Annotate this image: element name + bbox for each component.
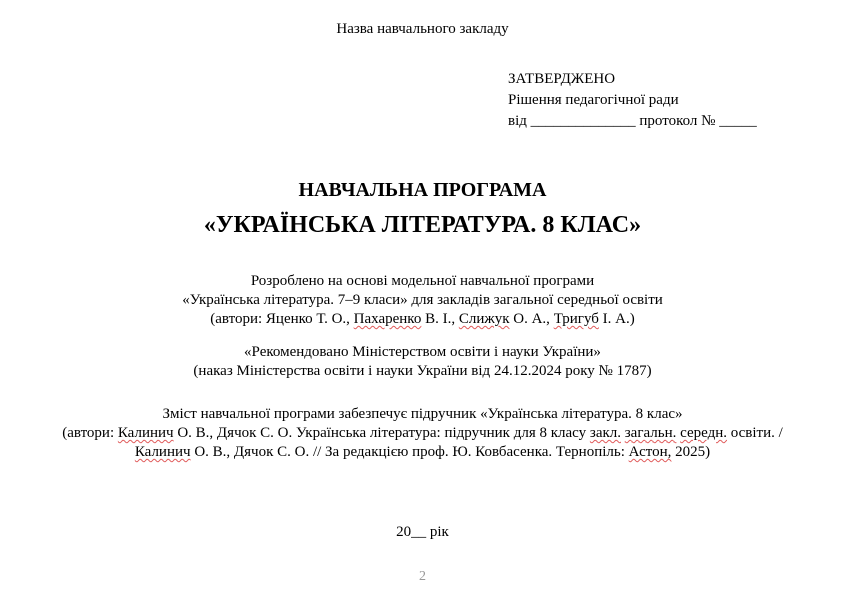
textbook-authors-line <box>0 424 845 443</box>
approval-body: Рішення педагогічної ради <box>508 92 679 108</box>
misspelled-word: Слижук <box>458 311 510 327</box>
text-segment: (автори: Яценко Т. О., <box>210 311 354 327</box>
textbook-line-1: Зміст навчальної програми забезпечує підручник «Українська література. 8 клас» <box>162 406 683 422</box>
text-segment: І. А.) <box>598 311 635 327</box>
program-subtitle: «УКРАЇНСЬКА ЛІТЕРАТУРА. 8 КЛАС» <box>203 212 642 238</box>
year-line: 20__ рік <box>396 524 449 540</box>
basis-line-2: «Українська література. 7–9 класи» для закладів загальної середньої освіти <box>182 292 663 308</box>
basis-line-1: Розроблено на основі модельної навчальної програми <box>250 273 595 289</box>
institution-name-placeholder: Назва навчального закладу <box>336 21 509 37</box>
textbook-editors-line <box>0 443 845 462</box>
misspelled-word: Астон, <box>628 444 672 460</box>
misspelled-word: середн. <box>680 425 728 441</box>
text-segment: О. В., Дячок С. О. Українська література: підручник для 8 класу <box>173 425 590 441</box>
text-segment: О. А., <box>509 311 554 327</box>
approval-block <box>508 69 845 132</box>
misspelled-word: Пахаренко <box>353 311 422 327</box>
text-segment: (автори: <box>62 425 118 441</box>
text-segment: 2025) <box>671 444 711 460</box>
misspelled-word: Калинич <box>134 444 191 460</box>
recommendation-paragraph <box>0 343 845 381</box>
misspelled-word: Калинич <box>117 425 174 441</box>
misspelled-word: закл. <box>589 425 621 441</box>
text-segment: В. І., <box>421 311 459 327</box>
basis-authors-line <box>0 310 845 329</box>
recommendation-line-2: (наказ Міністерства освіти і науки України від 24.12.2024 року № 1787) <box>193 363 652 379</box>
basis-paragraph <box>0 272 845 329</box>
text-segment: освіти. / <box>727 425 783 441</box>
misspelled-word: загальн. <box>624 425 677 441</box>
misspelled-word: Тригуб <box>553 311 599 327</box>
text-segment: О. В., Дячок С. О. // За редакцією проф. Ю. Ковбасенка. Тернопіль: <box>190 444 629 460</box>
page-number: 2 <box>419 569 426 584</box>
program-title: НАВЧАЛЬНА ПРОГРАМА <box>298 179 547 201</box>
recommendation-line-1: «Рекомендовано Міністерством освіти і науки України» <box>244 344 601 360</box>
approval-date-protocol-line: від ______________ протокол № _____ <box>508 113 757 129</box>
textbook-paragraph <box>0 405 845 462</box>
approval-stamp: ЗАТВЕРДЖЕНО <box>508 71 616 87</box>
